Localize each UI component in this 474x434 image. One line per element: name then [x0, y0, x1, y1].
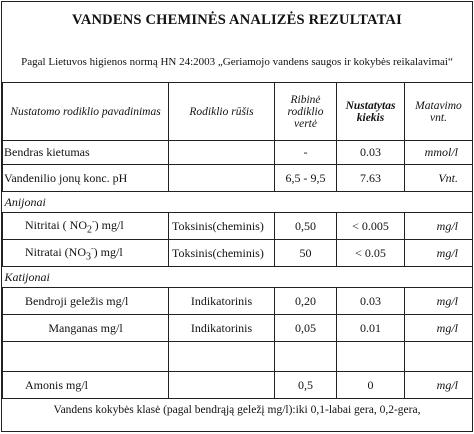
- table-row-ammonium: [3, 372, 473, 399]
- row-value: 0.01: [337, 315, 405, 342]
- header-parameter-type: Rodiklio rūšis: [169, 83, 275, 141]
- row-type: Indikatorinis: [169, 315, 275, 342]
- section-row-cations: [3, 267, 473, 288]
- analysis-document: [1, 1, 473, 432]
- section-label-anions: Anijonai: [3, 192, 473, 213]
- row-unit: mg/l: [405, 240, 473, 267]
- row-name: Amonis mg/l: [3, 372, 169, 399]
- row-unit: mg/l: [405, 315, 473, 342]
- row-name: Bendroji geležis mg/l: [3, 288, 169, 315]
- row-type: [169, 165, 275, 192]
- row-name: Manganas mg/l: [3, 315, 169, 342]
- row-unit: mg/l: [405, 213, 473, 240]
- table-row-hardness: [3, 141, 473, 165]
- section-row-anions: [3, 192, 473, 213]
- row-type: Toksinis(cheminis): [169, 240, 275, 267]
- row-type: [169, 372, 275, 399]
- row-limit: 0,50: [275, 213, 337, 240]
- quality-class-note: Vandens kokybės klasė (pagal bendrąją geležį mg/l):iki 0,1-labai gera, 0,2-gera,: [53, 404, 421, 416]
- row-value: 0.03: [337, 288, 405, 315]
- row-limit: 50: [275, 240, 337, 267]
- results-table: [2, 82, 473, 399]
- table-row-ph: [3, 165, 473, 192]
- row-value: < 0.05: [337, 240, 405, 267]
- row-limit: 0,5: [275, 372, 337, 399]
- row-value: 0.03: [337, 141, 405, 165]
- row-name: Nitratai $(NO_3^-)$ mg/l: [3, 240, 169, 267]
- header-unit: Matavimo vnt.: [405, 83, 473, 141]
- row-value: 0: [337, 372, 405, 399]
- row-name: Nitritai ( $NO_2^-$) mg/l: [3, 213, 169, 240]
- row-limit: -: [275, 141, 337, 165]
- row-limit: 0,20: [275, 288, 337, 315]
- row-type: Toksinis(cheminis): [169, 213, 275, 240]
- row-unit: mg/l: [405, 372, 473, 399]
- header-parameter-name: Nustatomo rodiklio pavadinimas: [3, 83, 169, 141]
- row-unit: mmol/l: [405, 141, 473, 165]
- table-row-nitrate: [3, 240, 473, 267]
- table-header-row: [3, 83, 473, 141]
- table-row-iron: [3, 288, 473, 315]
- document-title: VANDENS CHEMINĖS ANALIZĖS REZULTATAI: [72, 12, 402, 28]
- row-value: 7.63: [337, 165, 405, 192]
- table-row-empty: [3, 342, 473, 372]
- row-unit: mg/l: [405, 288, 473, 315]
- table-row-nitrite: [3, 213, 473, 240]
- row-limit: 6,5 - 9,5: [275, 165, 337, 192]
- table-row-manganese: [3, 315, 473, 342]
- row-limit: 0,05: [275, 315, 337, 342]
- row-name: Bendras kietumas: [3, 141, 169, 165]
- row-unit: Vnt.: [405, 165, 473, 192]
- header-limit-value: Ribinė rodiklio vertė: [275, 83, 337, 141]
- section-label-cations: Katijonai: [3, 267, 473, 288]
- row-type: Indikatorinis: [169, 288, 275, 315]
- header-measured-value: Nustatytas kiekis: [337, 83, 405, 141]
- row-name: Vandenilio jonų konc. pH: [3, 165, 169, 192]
- row-value: < 0.005: [337, 213, 405, 240]
- row-type: [169, 141, 275, 165]
- document-subtitle: Pagal Lietuvos higienos normą HN 24:2003 „Geriamojo vandens saugos ir kokybės reikalavimai“: [21, 56, 453, 68]
